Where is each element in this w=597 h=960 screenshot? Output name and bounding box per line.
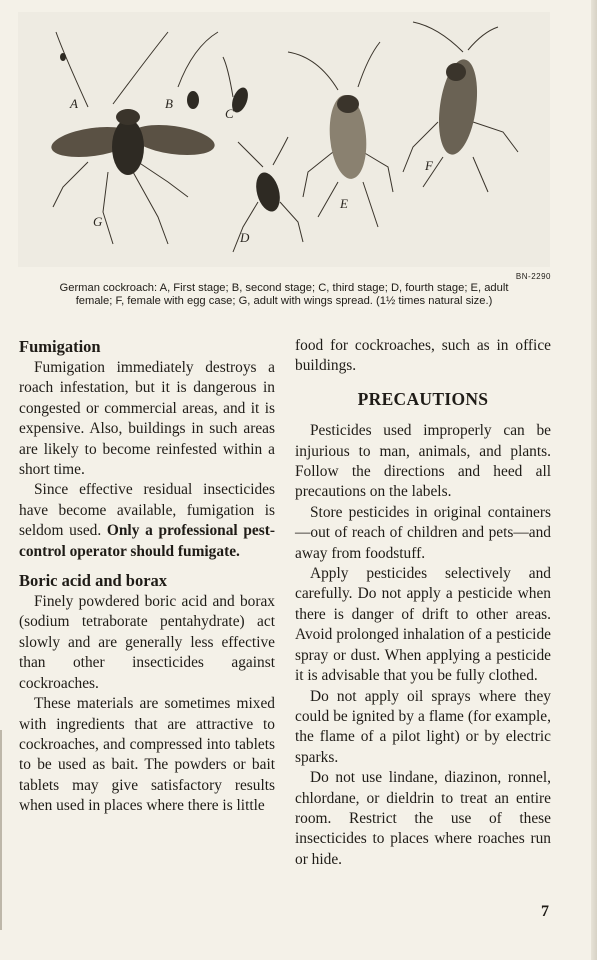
- label-a: A: [70, 96, 78, 111]
- right-column: [295, 336, 551, 870]
- fumigation-warning: Only a professional pest-control operator should fumigate.: [19, 522, 275, 560]
- figure-id: BN-2290: [515, 272, 551, 281]
- label-c: C: [225, 106, 234, 121]
- fumigation-paragraph-2: [19, 480, 275, 562]
- caption-line-1: German cockroach: A, First stage; B, second stage; C, third stage; D, fourth stage; E, adult: [59, 282, 509, 294]
- fumigation-p2-text: Since effective residual insecticides have become available, fumigation is seldom used.: [19, 481, 275, 540]
- precautions-paragraph-5: Do not use lindane, diazinon, ronnel, chlordane, or dieldrin to treat an entire room. Restrict the use of these insecticides to places where roaches run or hide.: [295, 769, 551, 868]
- fumigation-paragraph-1: Fumigation immediately destroys a roach infestation, but it is dangerous in congested or commercial areas, and it is expensive. Also, buildings in such areas are likely to become reinfested within a short time.: [19, 359, 275, 479]
- label-b: B: [165, 96, 173, 111]
- precautions-paragraph-4: Do not apply oil sprays where they could be ignited by a flame (for example, the flame of a pilot light) or by electric sparks.: [295, 687, 551, 766]
- cockroach-illustration: [18, 12, 550, 267]
- label-f: F: [425, 158, 433, 173]
- precautions-paragraph-1: Pesticides used improperly can be injurious to man, animals, and plants. Follow the directions and heed all precautions on the labels.: [295, 422, 551, 501]
- label-d: D: [240, 230, 250, 245]
- label-g: G: [93, 214, 103, 229]
- heading-precautions: PRECAUTIONS: [357, 388, 489, 409]
- precautions-paragraph-2: Store pesticides in original containers—out of reach of children and pets—and away from foodstuff.: [295, 503, 551, 562]
- left-column: [19, 336, 275, 817]
- caption-line-2: female; F, female with egg case; G, adult with wings spread. (1½ times natural size.): [75, 295, 493, 307]
- precautions-paragraph-3: Apply pesticides selectively and carefully. Do not apply a pesticide when there is danger of drift to other areas. Avoid prolonged inhalation of a pesticide spray or dust. When applying a pesticide it is advisable that you be fully clothed.: [295, 565, 551, 685]
- boric-paragraph-1: Finely powdered boric acid and borax (sodium tetraborate pentahydrate) act slowly and are generally less effective than other insecticides against cockroaches.: [19, 593, 275, 692]
- page-number: 7: [541, 903, 549, 920]
- page-edge: [591, 0, 597, 960]
- boric-paragraph-2: These materials are sometimes mixed with ingredients that are attractive to cockroaches, and compressed into tablets to be used as bait. The powders or bait tablets may give satisfactory results when used in places where there is little: [19, 695, 275, 815]
- label-e: E: [340, 196, 348, 211]
- boric-paragraph-2-continued: food for cockroaches, such as in office buildings.: [295, 337, 551, 375]
- binding-edge: [0, 730, 2, 930]
- figure-caption: [18, 282, 550, 308]
- heading-boric-acid: Boric acid and borax: [19, 571, 168, 591]
- heading-fumigation: Fumigation: [19, 337, 101, 356]
